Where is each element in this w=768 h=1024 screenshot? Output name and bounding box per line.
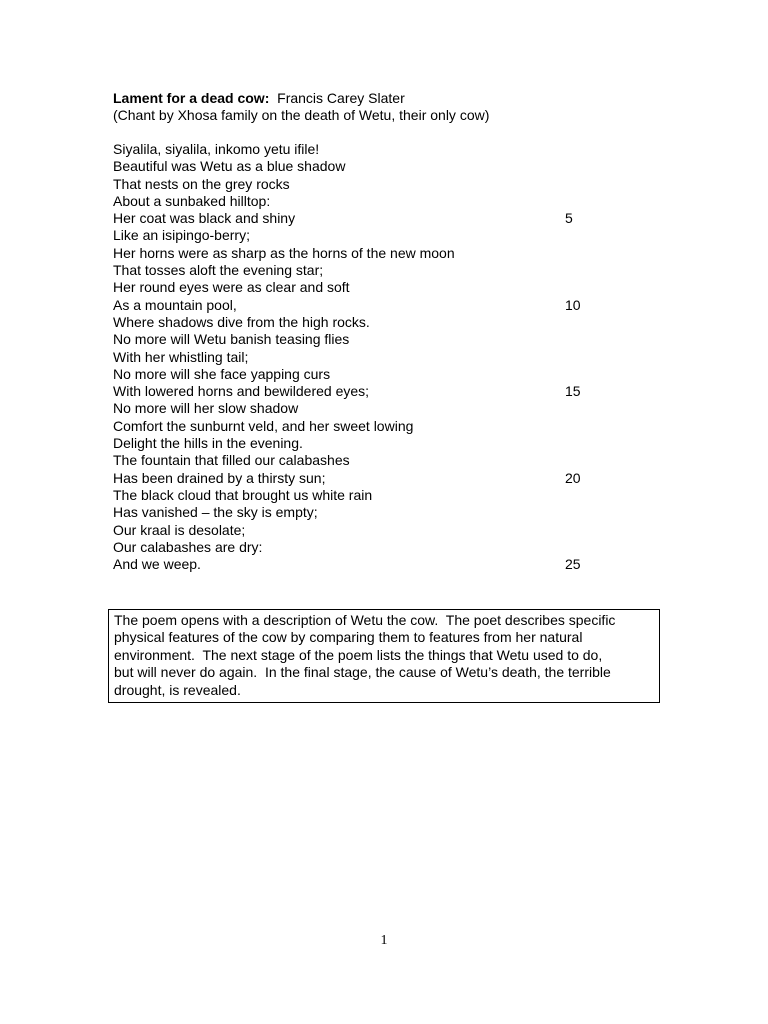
poem-line-text: About a sunbaked hilltop:	[113, 192, 271, 209]
poem-line	[113, 383, 633, 400]
page-number: 1	[380, 933, 388, 948]
poem-line	[113, 470, 633, 487]
line-number: 15	[565, 383, 581, 400]
poem-line	[113, 227, 633, 244]
poem-line-text: Has vanished – the sky is empty;	[113, 504, 318, 521]
poem-line	[113, 245, 633, 262]
poem-line	[113, 314, 633, 331]
poem-line-text: Her coat was black and shiny	[113, 210, 296, 227]
poem-line-text: With lowered horns and bewildered eyes;	[113, 383, 370, 400]
poem-line-text: With her whistling tail;	[113, 348, 249, 365]
line-number: 20	[565, 469, 581, 486]
poem-line-text: That tosses aloft the evening star;	[113, 262, 324, 279]
poem-line	[113, 487, 633, 504]
poem-header	[113, 90, 489, 125]
poem-line-text: Beautiful was Wetu as a blue shadow	[113, 158, 346, 175]
poem-subtitle: (Chant by Xhosa family on the death of Wetu, their only cow)	[113, 107, 490, 124]
poem-line-text: As a mountain pool,	[113, 296, 237, 313]
line-number: 10	[565, 296, 581, 313]
commentary-line: physical features of the cow by comparing them to features from her natural	[114, 629, 583, 646]
poem-line	[113, 400, 633, 417]
poem-line	[113, 452, 633, 469]
commentary-line: but will never do again. In the final stage, the cause of Wetu’s death, the terrible	[114, 664, 611, 681]
line-number: 25	[565, 556, 581, 573]
line-number: 5	[565, 210, 573, 227]
poem-line-text: No more will she face yapping curs	[113, 365, 331, 382]
poem-line-text: Our kraal is desolate;	[113, 521, 246, 538]
poem-line	[113, 349, 633, 366]
poem-line	[113, 176, 633, 193]
poem-line-text: And we weep.	[113, 556, 201, 573]
poem-line-text: The fountain that filled our calabashes	[113, 452, 350, 469]
poem-line-text: No more will her slow shadow	[113, 400, 299, 417]
poem-line-text: Her horns were as sharp as the horns of the new moon	[113, 244, 455, 261]
poem-line	[113, 435, 633, 452]
poem-line-text: Where shadows dive from the high rocks.	[113, 313, 370, 330]
commentary-line: The poem opens with a description of Wetu the cow. The poet describes specific	[114, 612, 616, 628]
commentary-line: environment. The next stage of the poem lists the things that Wetu used to do,	[114, 646, 603, 663]
poem-author: Francis Carey Slater	[277, 90, 405, 106]
poem-line-text: Has been drained by a thirsty sun;	[113, 469, 326, 486]
poem-line-text: Siyalila, siyalila, inkomo yetu ifile!	[113, 141, 320, 157]
poem-line	[113, 297, 633, 314]
poem-line	[113, 418, 633, 435]
commentary-line: drought, is revealed.	[114, 681, 241, 698]
poem-line-text: Our calabashes are dry:	[113, 538, 263, 555]
poem-line	[113, 366, 633, 383]
poem-line	[113, 504, 633, 521]
poem-line	[113, 539, 633, 556]
poem-title: Lament for a dead cow:	[113, 90, 270, 106]
poem-line-text: No more will Wetu banish teasing flies	[113, 331, 350, 348]
poem-line	[113, 522, 633, 539]
poem-line	[113, 262, 633, 279]
poem-line-text: Comfort the sunburnt veld, and her sweet lowing	[113, 417, 414, 434]
poem-line-text: Her round eyes were as clear and soft	[113, 279, 350, 296]
poem-line	[113, 210, 633, 227]
poem-line	[113, 158, 633, 175]
poem-line	[113, 193, 633, 210]
poem-body	[113, 141, 633, 573]
poem-line	[113, 141, 633, 158]
poem-line-text: Like an isipingo-berry;	[113, 227, 250, 244]
commentary-box	[108, 609, 660, 703]
title-line	[113, 90, 489, 107]
poem-line	[113, 331, 633, 348]
poem-line-text: Delight the hills in the evening.	[113, 435, 303, 452]
poem-line	[113, 556, 633, 573]
poem-line	[113, 279, 633, 296]
poem-line-text: That nests on the grey rocks	[113, 175, 290, 192]
poem-line-text: The black cloud that brought us white rain	[113, 486, 373, 503]
